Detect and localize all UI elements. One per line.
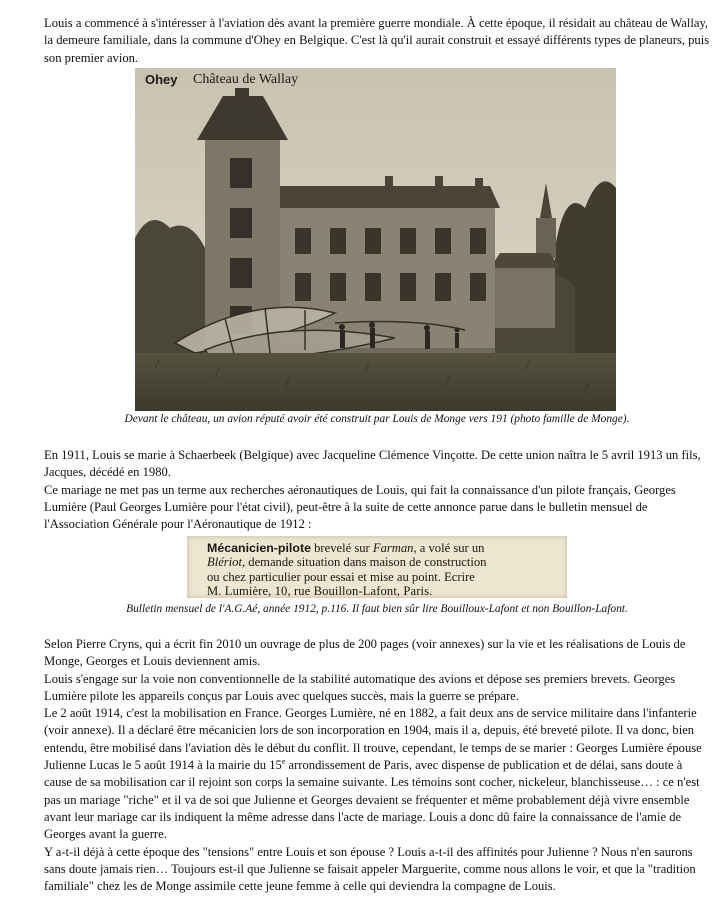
clipping-line-4: M. Lumière, 10, rue Bouillon-Lafont, Paris. bbox=[207, 584, 433, 599]
chateau-photo-image bbox=[135, 68, 616, 411]
clipping-heading: Mécanicien-pilote bbox=[207, 541, 311, 555]
ordinal-superscript: e bbox=[281, 756, 286, 766]
photo-place-label: Ohey bbox=[145, 72, 178, 87]
clipping-line-1 bbox=[207, 541, 567, 555]
mobilisation-text-b: arrondissement de Paris, avec dispense de publication et de délai, sans doute à cause de sa mobilisation car il rejoint son corps la semaine suivante. Les témoins sont cocher, nickeleur, blanchisseuse… : ce n'est pas un mariage "riche" et il va de soi que Julienne et Georges devaient se fréquenter et même probablement déjà vivre ensemble avant leur mariage car ils indiquent la même adresse dans l'acte de mariage. Louis a donc dû faire la connaissance de l'amie de Georges avant la guerre. bbox=[44, 758, 700, 842]
friendship-section bbox=[44, 636, 710, 895]
intro-paragraph: Louis a commencé à s'intéresser à l'aviation dès avant la première guerre mondiale. À cette époque, il résidait au château de Wallay, la demeure familiale, dans la commune d'Ohey en Belgique. C'est là qu'il aurait construit et essayé différents types de planeurs, puis son premier avion. bbox=[44, 16, 710, 65]
clipping-caption: Bulletin mensuel de l'A.G.Aé, année 1912, p.116. Il faut bien sûr lire Bouilloux-Lafont et non Bouillon-Lafont. bbox=[126, 603, 628, 615]
friends-paragraph: Selon Pierre Cryns, qui a écrit fin 2010 un ouvrage de plus de 200 pages (voir annexes) sur la vie et les réalisations de Louis de Monge, Georges et Louis deviennent amis. bbox=[44, 637, 686, 669]
photo-name-label: Château de Wallay bbox=[193, 72, 299, 87]
clipping-line-1-end: , a volé sur un bbox=[413, 541, 485, 555]
photo-caption: Devant le château, un avion réputé avoir été construit par Louis de Monge vers 191 (photo famille de Monge). bbox=[124, 413, 630, 425]
clipping-line-3: ou chez particulier pour essai et mise au point. Ecrire bbox=[207, 569, 475, 584]
marriage-section bbox=[44, 447, 710, 533]
clipping-farman: Farman bbox=[372, 541, 414, 555]
mobilisation-paragraph bbox=[44, 705, 710, 843]
research-paragraph: Ce mariage ne met pas un terme aux recherches aéronautiques de Louis, qui fait la connaissance d'un pilote français, Georges Lumière (Paul Georges Lumière pour l'état civil), peut-être à la suite de cette annonce parue dans le bulletin mensuel de l'Association Générale pour l'Aéronautique de 1912 : bbox=[44, 482, 676, 532]
mobilisation-text-a: Le 2 août 1914, c'est la mobilisation en France. Georges Lumière, né en 1882, a fait deux ans de service militaire dans l'infanterie (voir annexe). Il a déclaré être mécanicien lors de son incorporation en 1904, mais il a, depuis, été breveté pilote. Il va donc, bien entendu, être mobilisé dans l'aviation dès le début du conflit. Il trouve, cependant, le temps de se marier : Georges Lumière épouse Julienne Lucas le 5 août 1914 à la mairie du 15 bbox=[44, 706, 702, 773]
clipping-bleriot: Blériot bbox=[207, 555, 242, 570]
clipping-line-2-text: , demande situation dans maison de construction bbox=[241, 555, 487, 570]
stability-paragraph: Louis s'engage sur la voie non conventionnelle de la stabilité automatique des avions et dépose ses premiers brevets. Georges Lumière pilote les appareils conçus par Louis avec quelques succès, mais la guerre se prépare. bbox=[44, 671, 676, 703]
marriage-paragraph: En 1911, Louis se marie à Schaerbeek (Belgique) avec Jacqueline Clémence Vinçotte. De cette union naîtra le 5 avril 1913 un fils, Jacques, décédé en 1980. bbox=[44, 448, 701, 480]
clipping-line-2 bbox=[207, 555, 567, 569]
question-paragraph: Y a-t-il déjà à cette époque des "tensions" entre Louis et son épouse ? Louis a-t-il des affinités pour Julienne ? Nous n'en saurons sans doute jamais rien… Toujours est-il que Julienne se faisait appeler Marguerite, comme nous allons le voir, et que la "tradition familiale" chez les de Monge assimile cette jeune femme à celle qui deviendra la compagne de Louis. bbox=[44, 844, 696, 894]
chateau-photo bbox=[135, 68, 616, 411]
clipping-line-1-text: brevelé sur bbox=[310, 541, 373, 555]
newspaper-clipping bbox=[187, 536, 567, 598]
